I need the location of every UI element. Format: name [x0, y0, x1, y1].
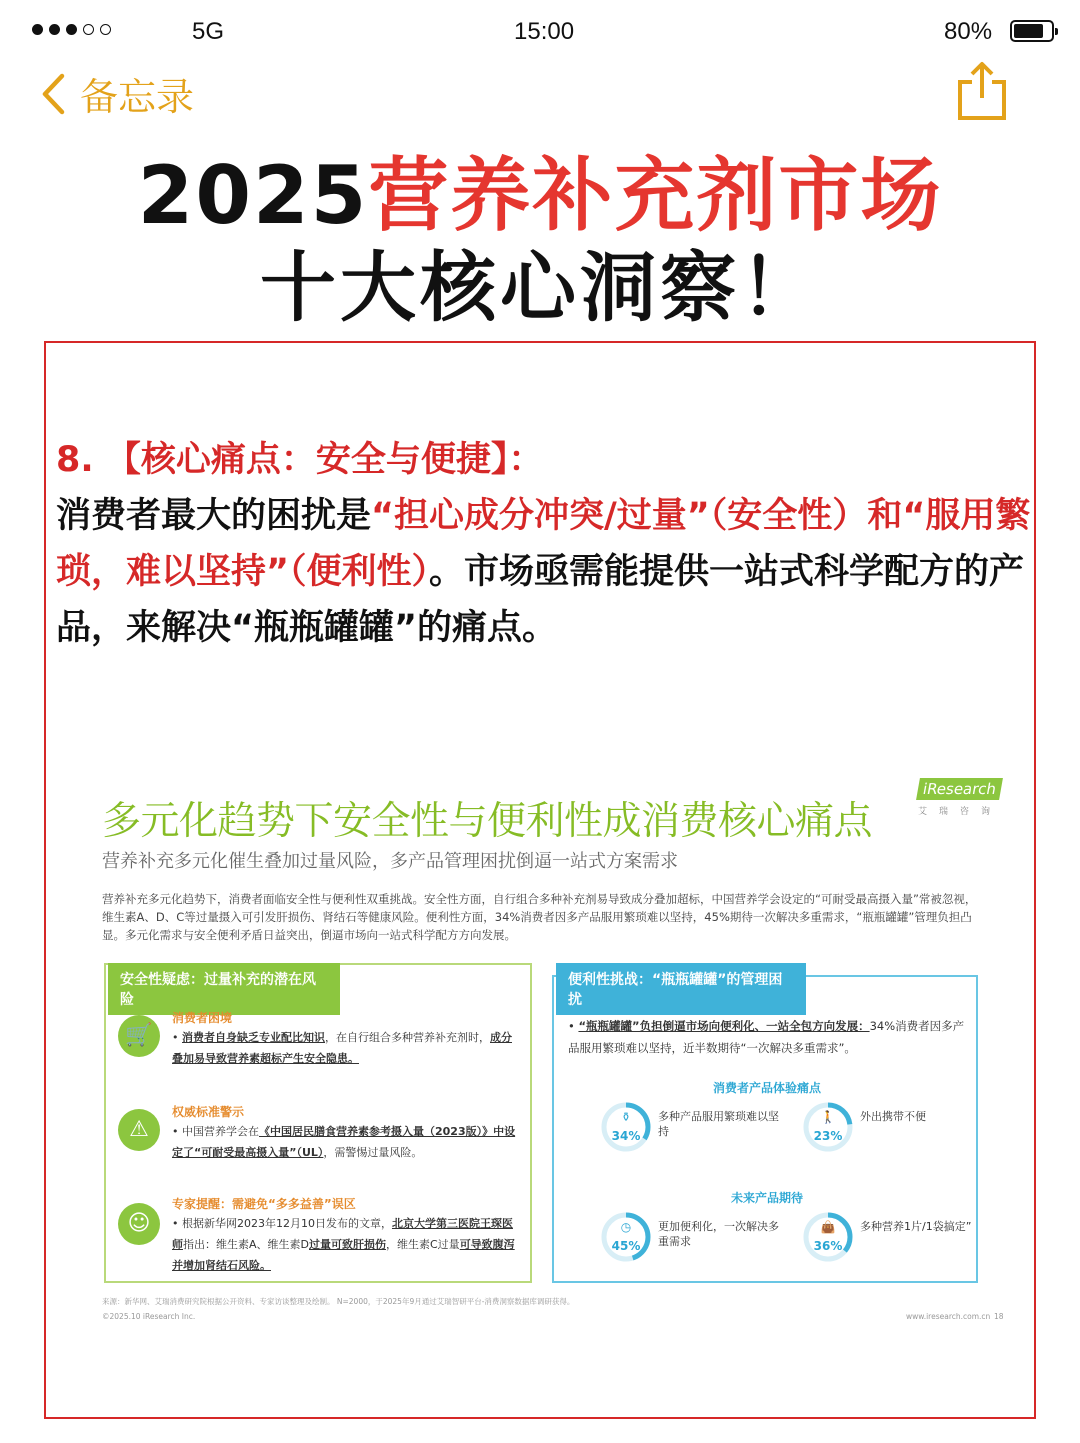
insight-text	[56, 432, 1036, 656]
headline-title: 营养补充剂市场	[368, 149, 943, 242]
doctor-icon: ☺	[118, 1203, 160, 1245]
convenience-panel-tab: 便利性挑战：“瓶瓶罐罐”的管理困扰	[556, 963, 806, 1015]
battery-icon	[1010, 20, 1054, 42]
authority-warning-text: • 中国营养学会在《中国居民膳食营养素参考摄入量（2023版）》中设定了“可耐受最高摄入量”（UL），需警惕过量风险。	[172, 1125, 516, 1159]
headline-subtitle: 十大核心洞察！	[260, 243, 820, 332]
battery-percent: 80%	[944, 18, 993, 45]
back-label: 备忘录	[80, 75, 195, 119]
insight-p1: 消费者最大的困扰是	[56, 496, 372, 536]
stat-percent: 36%	[813, 1239, 843, 1253]
shopping-cart-icon: 🛒	[118, 1015, 160, 1057]
report-slide	[96, 770, 1004, 1330]
safety-panel-tab: 安全性疑虑：过量补充的潜在风险	[108, 963, 340, 1015]
warning-icon: ⚠	[118, 1109, 160, 1151]
bag-icon: 👜	[820, 1220, 836, 1234]
stat-percent: 23%	[813, 1129, 843, 1143]
insight-p3: 。市场亟需能提供一站式科学配方的产品，来解决“瓶瓶罐罐”的痛点。	[56, 552, 1025, 648]
slide-body-text: 营养补充多元化趋势下，消费者面临安全性与便利性双重挑战。安全性方面，自行组合多种补充剂易导致成分叠加超标，中国营养学会设定的“可耐受最高摄入量”常被忽视，维生素A、D、C等过量摄入可引发肝损伤、肾结石等健康风险。便利性方面，34%消费者因多产品服用繁琐难以坚持，45%期待一次解决多重需求，“瓶瓶罐罐”管理负担凸显。多元化需求与安全便利矛盾日益突出，倒逼市场向一站式科学配方方向发展。	[102, 892, 977, 942]
stat-label: 外出携带不便	[860, 1110, 926, 1123]
safety-panel	[104, 963, 532, 1283]
walking-person-icon: 🚶	[820, 1110, 836, 1124]
insight-heading: 8. 【核心痛点：安全与便捷】：	[56, 440, 544, 480]
convenience-panel	[552, 972, 978, 1283]
slide-subtitle: 营养补充多元化催生叠加过量风险，多产品管理困扰倒逼一站式方案需求	[102, 851, 678, 872]
back-button[interactable]	[40, 66, 194, 121]
clock-icon: ◷	[620, 1220, 632, 1234]
stat-percent: 45%	[611, 1239, 641, 1253]
stat-label: 多种产品服用繁琐难以坚持	[658, 1110, 779, 1138]
progress-ring	[600, 1101, 652, 1153]
stat-item	[600, 1211, 790, 1271]
stat-item	[600, 1101, 790, 1161]
convenience-text: • “瓶瓶罐罐”负担倒逼市场向便利化、一站全包方向发展：34%消费者因多产品服用繁琐难以坚持，近半数期待“一次解决多重需求”。	[568, 1019, 965, 1055]
share-icon[interactable]	[952, 60, 1012, 122]
progress-ring	[802, 1211, 854, 1263]
insight-quote-convenience: 和“服用繁琐，难以坚持”（便利性）	[56, 496, 1031, 592]
status-bar	[0, 0, 1080, 64]
slide-website: www.iresearch.com.cn	[906, 1312, 991, 1321]
slide-page-number: 18	[994, 1312, 1004, 1321]
stat-label: 更加便利化，一次解决多重需求	[658, 1220, 779, 1248]
stat-label: 多种营养1片/1袋搞定”	[860, 1220, 972, 1233]
nav-bar	[0, 60, 1080, 130]
chevron-left-icon	[40, 72, 66, 116]
signal-strength-icon	[32, 24, 111, 35]
progress-ring	[802, 1101, 854, 1153]
bottle-icon: ⚱	[620, 1110, 632, 1124]
stat-item	[802, 1101, 992, 1161]
headline-year: 2025	[137, 149, 369, 242]
insight-quote-safety: “担心成分冲突/过量”（安全性）	[371, 496, 868, 536]
slide-title: 多元化趋势下安全性与便利性成消费核心痛点	[102, 799, 873, 844]
expert-reminder-text: • 根据新华网2023年12月10日发布的文章，北京大学第三医院王琛医师指出：维生素A、维生素D过量可致肝损伤，维生素C过量可导致腹泻并增加肾结石风险。	[172, 1217, 515, 1272]
slide-source: 来源：新华网、艾瑞消费研究院根据公开资料、专家访谈整理及绘制。 N=2000，于2025年9月通过艾瑞智研平台-消费洞察数据库调研获得。	[102, 1297, 575, 1306]
consumer-dilemma-title: 消费者困境	[172, 1011, 233, 1025]
expert-reminder-title: 专家提醒：需避免“多多益善”误区	[172, 1197, 356, 1211]
consumer-dilemma-text: • 消费者自身缺乏专业配比知识，在自行组合多种营养补充剂时，成分叠加易导致营养素超标产生安全隐患。	[172, 1031, 512, 1065]
slide-copyright: ©2025.10 iResearch Inc.	[102, 1312, 196, 1321]
stat-item	[802, 1211, 992, 1271]
iresearch-logo: iResearch 艾瑞咨询	[918, 780, 1003, 817]
network-type: 5G	[192, 18, 225, 45]
note-headline	[0, 150, 1080, 334]
stat-percent: 34%	[611, 1129, 641, 1143]
future-expectations-title: 未来产品期待	[730, 1191, 803, 1205]
pain-points-title: 消费者产品体验痛点	[712, 1081, 821, 1095]
authority-warning-title: 权威标准警示	[172, 1105, 245, 1119]
progress-ring	[600, 1211, 652, 1263]
clock: 15:00	[514, 18, 575, 45]
